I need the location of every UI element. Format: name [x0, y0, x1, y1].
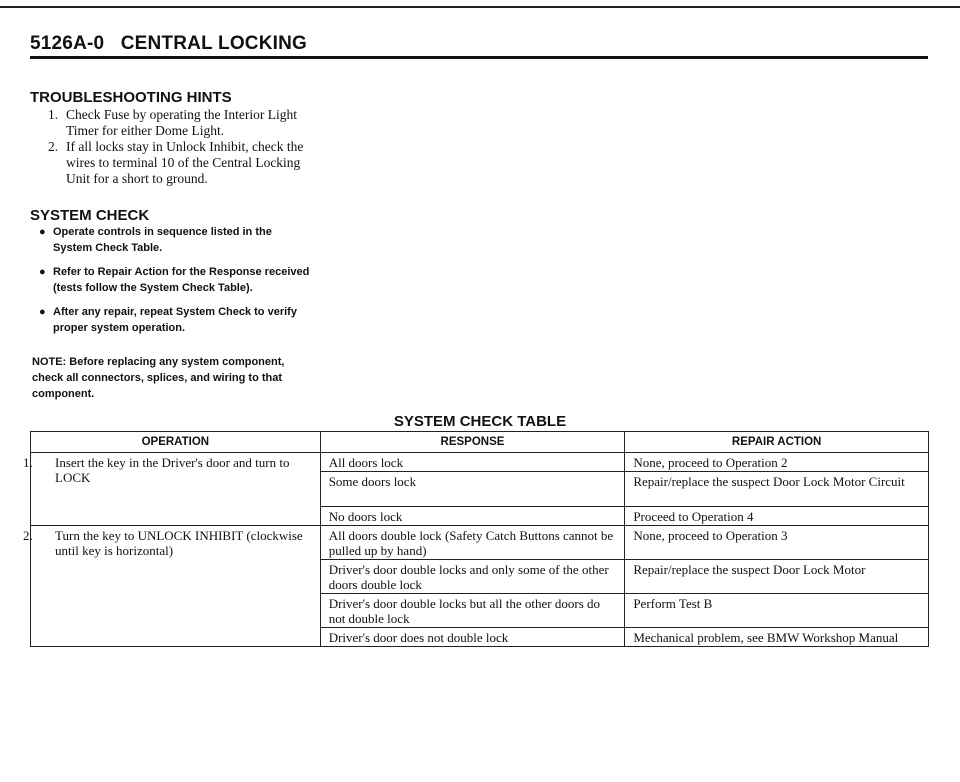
list-item — [36, 264, 312, 296]
item-number: 1. — [48, 107, 59, 122]
system-check-table — [23, 431, 929, 647]
response-cell: Driver's door double locks but all the other doors do not double lock — [320, 594, 625, 628]
header-repair-action: REPAIR ACTION — [625, 432, 929, 453]
response-cell: No doors lock — [320, 507, 625, 526]
list-item — [48, 139, 308, 187]
operation-number: 2. — [23, 528, 33, 543]
operation-number: 1. — [23, 455, 33, 470]
response-cell: All doors double lock (Safety Catch Buttons cannot be pulled up by hand) — [320, 526, 625, 560]
header-response: RESPONSE — [320, 432, 625, 453]
top-rule — [0, 6, 960, 8]
operation-text: Insert the key in the Driver's door and turn to LOCK — [55, 455, 290, 485]
operation-cell — [23, 526, 321, 647]
repair-action-cell: Proceed to Operation 4 — [625, 507, 929, 526]
repair-action-cell: Mechanical problem, see BMW Workshop Manual — [625, 628, 929, 647]
repair-action-cell: Perform Test B — [625, 594, 929, 628]
response-cell: Driver's door does not double lock — [320, 628, 625, 647]
bullet-text: Operate controls in sequence listed in the System Check Table. — [53, 226, 272, 254]
item-text: Check Fuse by operating the Interior Light Timer for either Dome Light. — [66, 107, 297, 138]
table-row — [31, 526, 929, 560]
response-cell: All doors lock — [320, 453, 625, 472]
page-title: 5126A-0 CENTRAL LOCKING — [30, 33, 308, 54]
title-rule — [30, 56, 928, 59]
repair-action-cell: Repair/replace the suspect Door Lock Motor Circuit — [625, 472, 929, 507]
response-cell: Some doors lock — [320, 472, 625, 507]
item-number: 2. — [48, 139, 59, 154]
table-header-row — [31, 432, 929, 453]
list-item — [36, 304, 312, 336]
system-check-heading: SYSTEM CHECK — [30, 207, 150, 224]
repair-action-cell: None, proceed to Operation 3 — [625, 526, 929, 560]
repair-action-cell: None, proceed to Operation 2 — [625, 453, 929, 472]
troubleshooting-list — [48, 107, 308, 187]
response-cell: Driver's door double locks and only some of the other doors double lock — [320, 560, 625, 594]
table-title: SYSTEM CHECK TABLE — [393, 413, 567, 430]
list-item — [48, 107, 308, 139]
system-check-bullets — [36, 224, 312, 344]
repair-action-cell: Repair/replace the suspect Door Lock Motor — [625, 560, 929, 594]
note-text: NOTE: Before replacing any system component, check all connectors, splices, and wiring to that component. — [32, 356, 285, 400]
list-item — [36, 224, 312, 256]
troubleshooting-heading: TROUBLESHOOTING HINTS — [30, 89, 232, 106]
bullet-text: After any repair, repeat System Check to verify proper system operation. — [53, 306, 297, 334]
operation-cell — [23, 453, 321, 526]
table-row — [31, 453, 929, 472]
bullet-text: Refer to Repair Action for the Response received (tests follow the System Check Table). — [53, 266, 310, 294]
item-text: If all locks stay in Unlock Inhibit, check the wires to terminal 10 of the Central Locking Unit for a short to ground. — [66, 139, 304, 186]
bullet-icon: ● — [39, 306, 46, 318]
operation-text: Turn the key to UNLOCK INHIBIT (clockwise until key is horizontal) — [55, 528, 303, 558]
bullet-icon: ● — [39, 266, 46, 278]
bullet-icon: ● — [39, 226, 46, 238]
header-operation: OPERATION — [31, 432, 321, 453]
